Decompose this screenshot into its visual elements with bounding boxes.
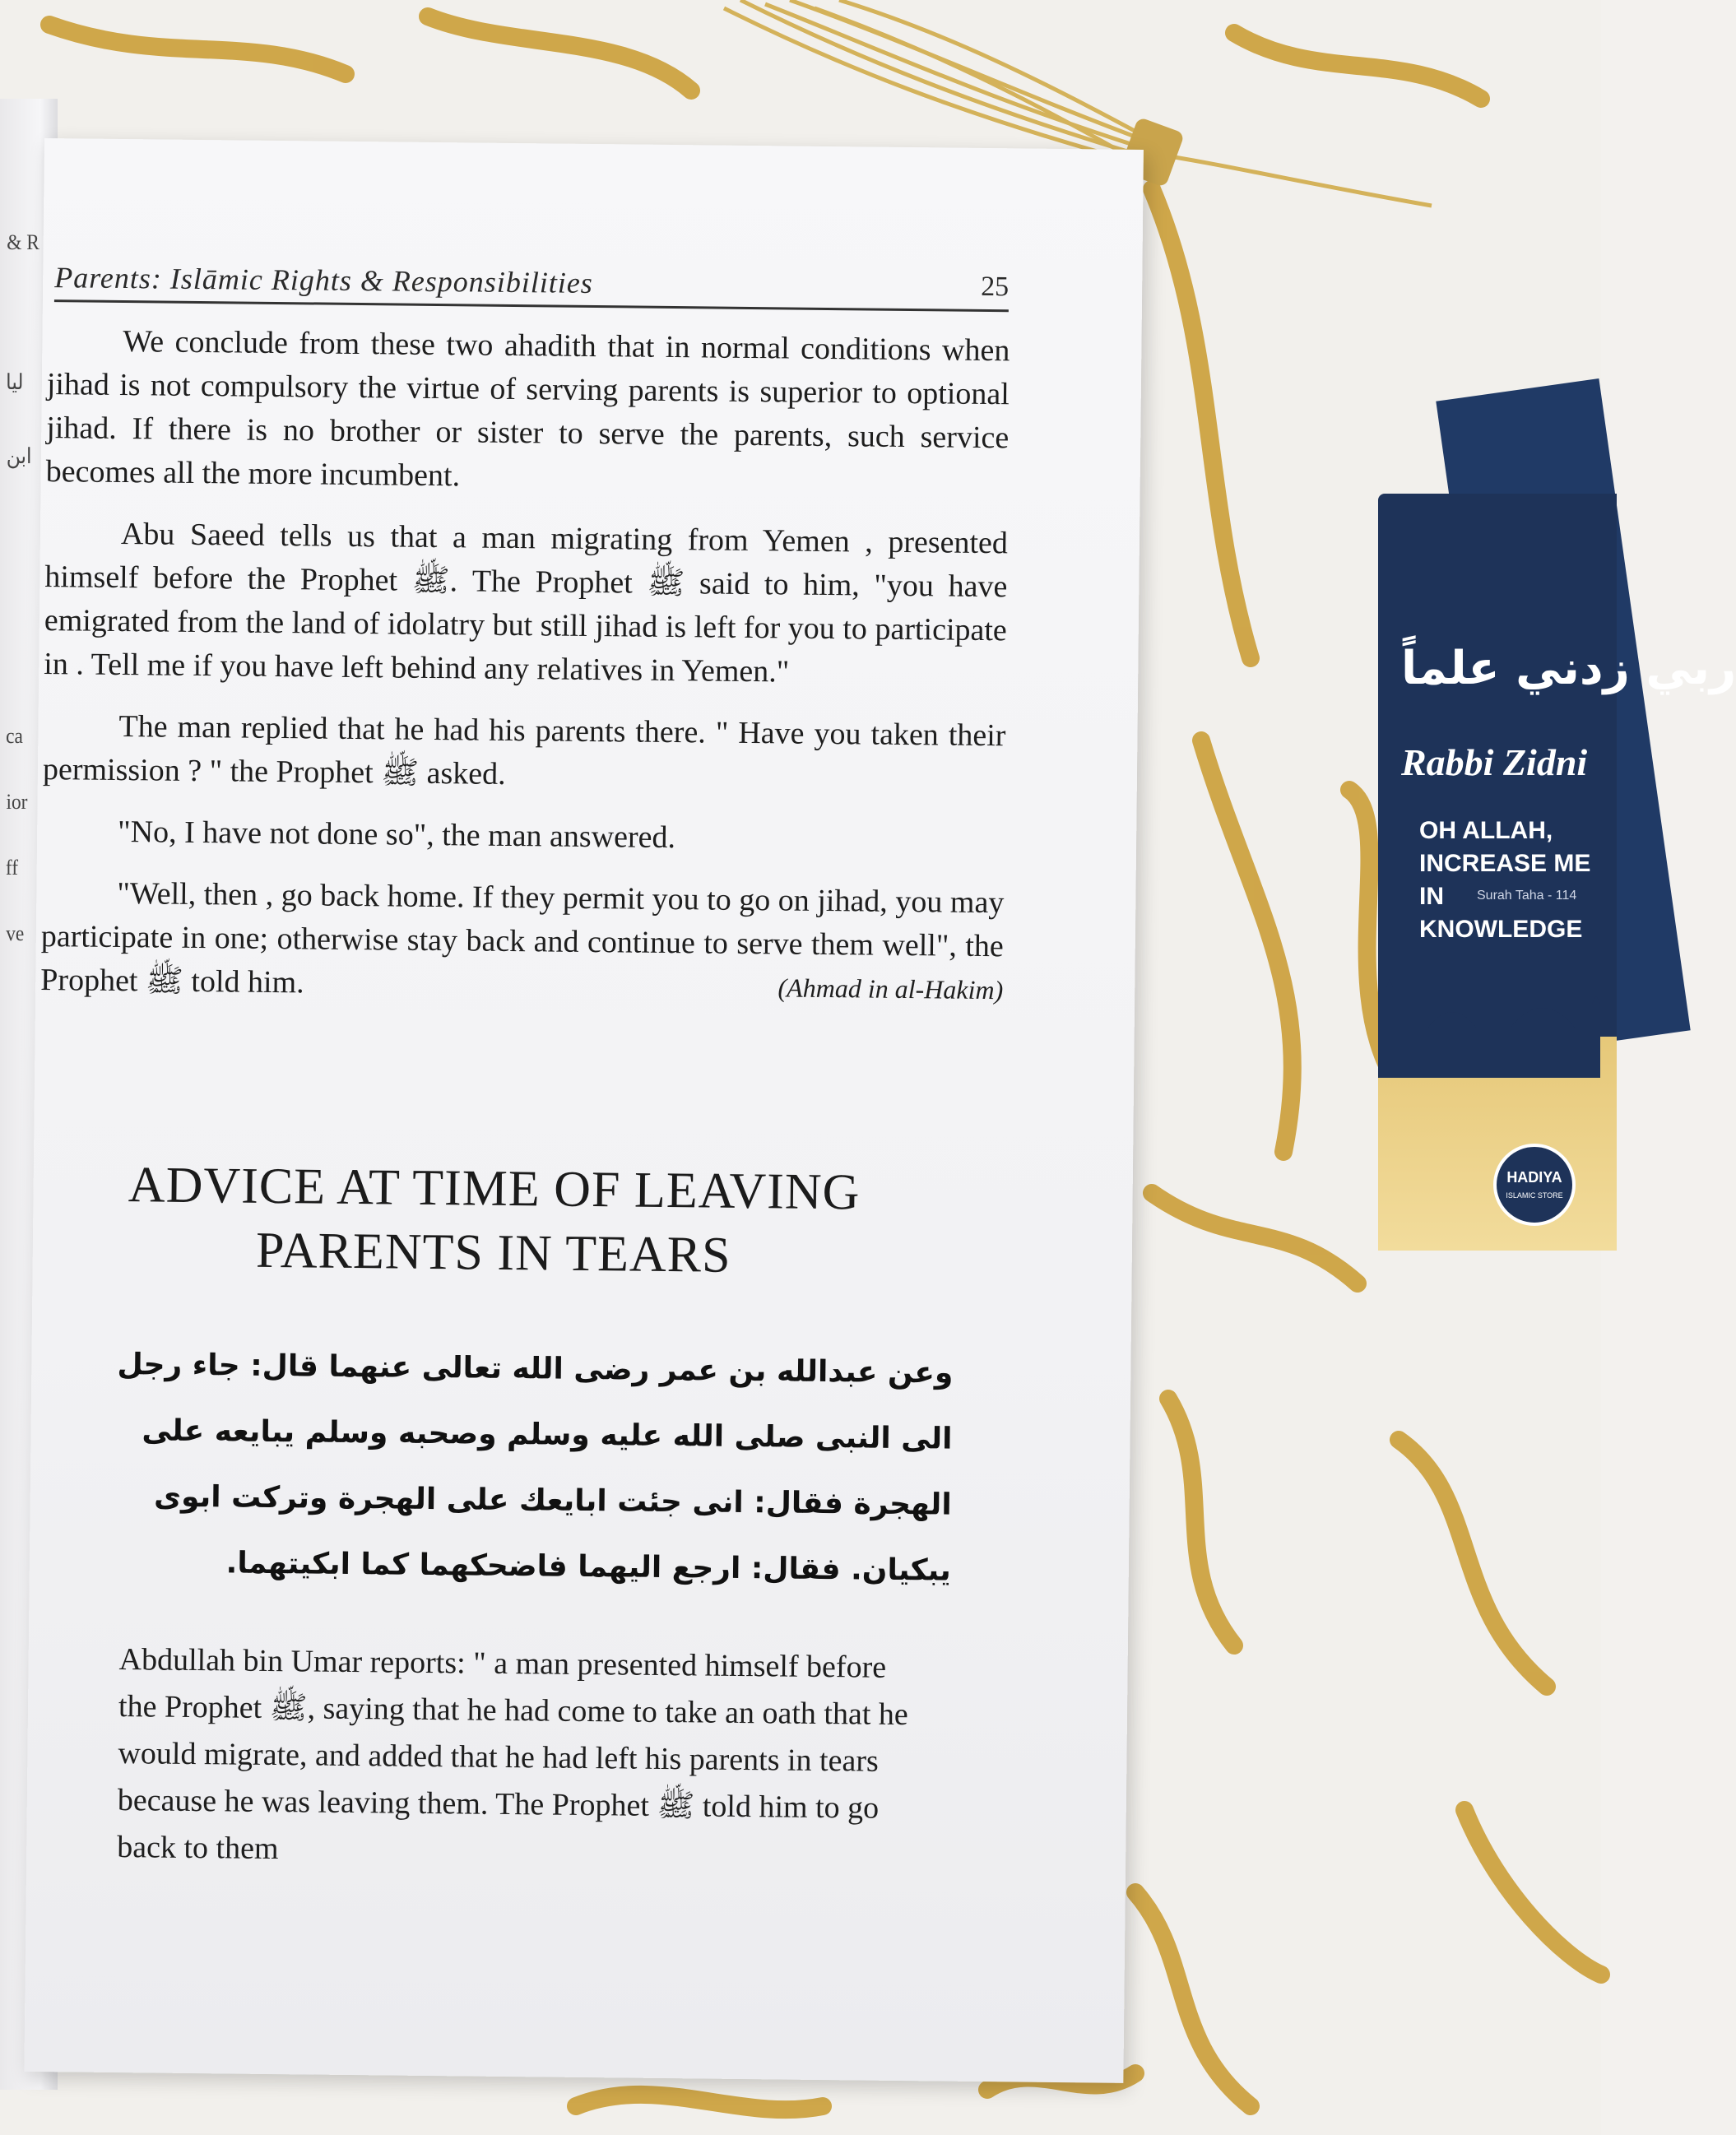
citation: (Ahmad in al-Hakim) [777,972,1004,1005]
hadith-translation: Abdullah bin Umar reports: " a man presented himself before the Prophet ﷺ, saying that he had come to take an oath that he would migrate, and added that he had left his parents in tears because he was leaving them. The Prophet ﷺ told him to go back to them [117,1642,908,1867]
mosque-silhouette-icon [1378,979,1617,1078]
bookmark [1378,494,1736,1251]
logo-name: HADIYA [1506,1169,1562,1186]
logo-sub: ISLAMIC STORE [1506,1191,1563,1200]
body-text [40,319,1010,1030]
bookmark-source: Surah Taha - 114 [1477,889,1577,903]
paragraph: Abu Saeed tells us that a man migrating from Yemen , presented himself before the Prophet ﷺ. The Prophet ﷺ said to him, "you have emigrated from the land of idolatry but still jihad is left for you to participate in . Tell me if you have left behind any relatives in Yemen." [44,517,1009,689]
paragraph-text: "Well, then , go back home. If they permit you to go on jihad, you may participate in one; otherwise stay back and continue to serve them well", the Prophet ﷺ told him. [40,875,1005,1000]
bookmark-gold-band [1378,1037,1617,1251]
heading-line-2: PARENTS IN TEARS [255,1222,731,1283]
heading-line-1: ADVICE AT TIME OF LEAVING [128,1157,861,1221]
book-page [24,138,1144,2083]
bookmark-arabic: ربي زدني علماً [1401,642,1736,695]
paragraph: The man replied that he had his parents there. " Have you taken their permission ? " the Prophet ﷺ asked. [42,708,1006,791]
running-title: Parents: Islāmic Rights & Responsibilities [54,261,594,299]
previous-page-edge: & R لیا ابن ca ior ff ve [0,99,58,2090]
running-header [54,253,1010,312]
paragraph: We conclude from these two ahadith that in normal conditions when jihad is not compulsory the virtue of serving parents is superior to optional jihad. If there is no brother or sister to serve the parents, such service becomes all the more incumbent. [45,324,1010,494]
arabic-hadith: وعن عبدالله بن عمر رضى الله تعالى عنهما قال: جاء رجل الى النبى صلى الله عليه وسلم وصحبه وسلم يبايعه على الهجرة فقال: انى جئت ابايعك على الهجرة وتركت ابوى يبكيان. فقال: ارجع اليهما فاضحكهما كما ابكيتهما. [117,1348,954,1588]
hadiya-logo [1493,1144,1576,1226]
paragraph [40,871,1005,1012]
bookmark-english: OH ALLAH, INCREASE ME IN KNOWLEDGE [1419,817,1591,943]
section-heading [32,1152,955,1290]
bookmark-transliteration: Rabbi Zidni [1401,741,1588,783]
page-number: 25 [980,271,1010,303]
paragraph: "No, I have not done so", the man answered. [117,814,676,856]
